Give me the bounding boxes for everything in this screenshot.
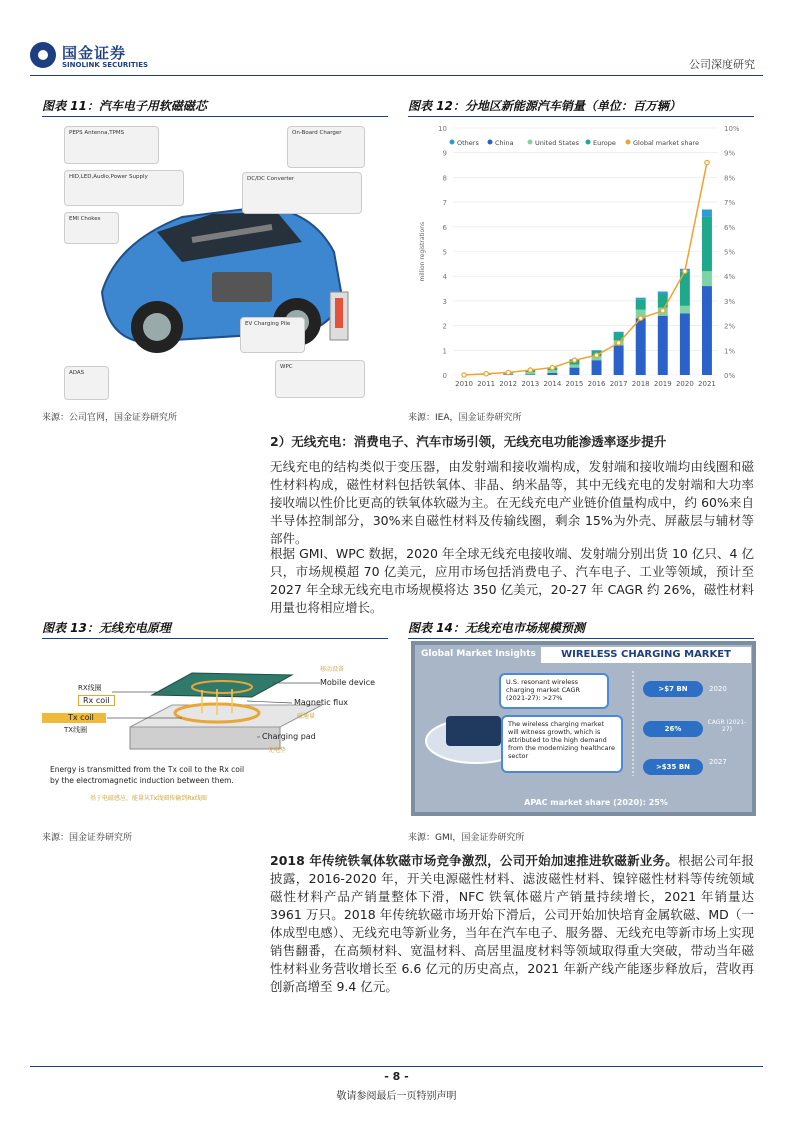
company-logo-icon [30, 42, 56, 68]
bar-china [680, 313, 690, 375]
page-number: - 8 - [384, 1070, 409, 1083]
y2-tick-label: 7% [724, 199, 736, 208]
x-tick-label: 2017 [609, 380, 628, 388]
x-tick-label: 2013 [521, 380, 540, 388]
bar-china [702, 286, 712, 375]
share-point [594, 353, 598, 357]
legend-label: Europe [593, 139, 616, 147]
fig13-caption-cn: 基于电磁感应，能量从Tx线圈传输到Rx线圈 [90, 795, 207, 802]
company-name-en: SINOLINK SECURITIES [62, 61, 149, 69]
fig14-infographic [411, 641, 756, 816]
y2-tick-label: 5% [724, 248, 736, 257]
fig12-source: 来源：IEA，国金证券研究所 [408, 413, 522, 423]
bar-europe [702, 217, 712, 271]
fig11-car-illustration [62, 122, 367, 402]
share-point [462, 373, 466, 377]
fig14-banner: WIRELESS CHARGING MARKET [541, 647, 751, 663]
x-tick-label: 2018 [631, 380, 650, 388]
bar-china [592, 360, 602, 375]
y2-tick-label: 4% [724, 273, 736, 282]
fig11-label-evpile: EV Charging Pile [240, 317, 305, 353]
legend-swatch [488, 140, 493, 145]
fig14-brand: Global Market Insights [421, 649, 536, 659]
y-tick-label: 0 [442, 372, 447, 380]
bar-others [592, 350, 602, 351]
y-axis-label: million registrations [419, 221, 426, 282]
fig12-chart [408, 120, 754, 392]
bar-china [569, 368, 579, 375]
fig14-apac: APAC market share (2020): 25% [524, 798, 668, 807]
bar-others [702, 210, 712, 217]
share-point [616, 341, 620, 345]
y2-tick-label: 9% [724, 149, 736, 158]
fig14-year-2027: 2027 [709, 758, 727, 766]
y2-tick-label: 10% [724, 125, 740, 133]
bar-others [636, 298, 646, 300]
fig14-value-2020: >$7 BN [643, 681, 703, 697]
y-tick-label: 10 [438, 125, 447, 133]
fig13-caption2: by the electromagnetic induction between them. [50, 776, 234, 785]
y-tick-label: 8 [442, 174, 447, 183]
fig11-label-obc: On-Board Charger [287, 126, 365, 168]
share-point [683, 269, 687, 273]
section2-paragraph2: 根据 GMI、WPC 数据，2020 年全球无线充电接收端、发射端分别出货 10 亿只、4 亿只，市场规模超 70 亿美元，应用市场包括消费电子、汽车电子、工业等领域，预计至 2027 年全球无线充电市场规模将达 350 亿美元，20-27 年 CAGR 约 26%，磁性材料用量也将相应增长。 [270, 546, 754, 615]
x-tick-label: 2012 [499, 380, 518, 388]
y-tick-label: 7 [442, 199, 447, 208]
fig13-mobile-cn: 移动设备 [320, 666, 345, 673]
document-type: 公司深度研究 [689, 58, 755, 71]
fig11-label-emi: EMI Chokes [64, 212, 119, 244]
section3-body: 根据公司年报披露，2016-2020 年，开关电源磁性材料、滤波磁性材料、镍锌磁性材料等传统领域磁性材料产品产销量整体下滑，NFC 铁氧体磁片产销量持续增长，2021 年销量达 3961 万只。2018 年传统软磁市场开始下滑后，公司开始加快培育金属软磁、MD（一体成型电感）、无线充电等新业务，当年在汽车电子、服务器、无线充电等新市场上实现销售翻番，在高频材料、宽温材料、高居里温度材料等领域取得重大突破，带动当年磁性材料业务营收增长至 6.6 亿元的历史高点，2021 年新产线产能逐步释放后，营收再创新高增至 9.4 亿元。 [270, 853, 754, 994]
legend-label: United States [535, 139, 580, 147]
y-tick-label: 1 [442, 347, 447, 356]
fig13-flux-cn: 磁通量 [297, 713, 316, 720]
y2-tick-label: 1% [724, 347, 736, 356]
fig14-title: 图表 14：无线充电市场规模预测 [408, 617, 754, 639]
x-tick-label: 2011 [477, 380, 496, 388]
y-tick-label: 9 [442, 149, 447, 158]
bar-united-states [547, 370, 557, 373]
bar-united-states [569, 365, 579, 368]
y-tick-label: 5 [442, 248, 447, 257]
fig14-bubble-us: U.S. resonant wireless charging market CAGR (2021-27): >27% [499, 673, 609, 709]
y2-tick-label: 3% [724, 297, 736, 306]
footer-disclaimer: 敬请参阅最后一页特别声明 [336, 1091, 457, 1102]
share-point [484, 372, 488, 376]
y-tick-label: 3 [442, 297, 447, 306]
company-name-cn: 国金证券 [62, 44, 127, 62]
bar-others [658, 292, 668, 294]
y2-tick-label: 6% [724, 223, 736, 232]
y-tick-label: 6 [442, 223, 447, 232]
section2-paragraph1: 无线充电的结构类似于变压器，由发射端和接收端构成，发射端和接收端均由线圈和磁性材料构成，磁性材料包括铁氧体、非晶、纳米晶等，其中无线充电的发射端和大功率接收端以性价比更高的铁氧体软磁为主。在无线充电产业链价值量构成中，约 60%来自半导体控制部分，30%来自磁性材料及传输线圈，剩余 15%为外壳、屏蔽层与辅材等部件。 [270, 459, 754, 546]
x-tick-label: 2021 [698, 380, 716, 388]
legend-swatch [450, 140, 455, 145]
share-point [506, 370, 510, 374]
x-tick-label: 2015 [565, 380, 584, 388]
legend-label: China [495, 139, 514, 147]
legend-label: Global market share [633, 139, 699, 147]
x-tick-label: 2019 [653, 380, 672, 388]
section2-heading: 2）无线充电：消费电子、汽车市场引领，无线充电功能渗透率逐步提升 [270, 434, 667, 449]
fig13-tx-coil: Tx coil [64, 713, 98, 722]
bar-china [614, 345, 624, 375]
fig13-tx-cn: TX线圈 [64, 726, 88, 734]
fig13-source: 来源：国金证券研究所 [42, 833, 133, 843]
share-point [550, 365, 554, 369]
share-point [661, 309, 665, 313]
section3-paragraph [270, 852, 754, 996]
fig14-bubble-healthcare: The wireless charging market will witness growth, which is attributed to the high demand from the modernizing healthcare sector [501, 715, 623, 773]
x-tick-label: 2020 [675, 380, 694, 388]
fig11-label-hid: HID,LED,Audio,Power Supply [64, 170, 184, 206]
fig13-title: 图表 13：无线充电原理 [42, 617, 388, 639]
x-tick-label: 2014 [543, 380, 562, 388]
fig13-pad-cn: 充电垫 [268, 747, 287, 754]
fig13-rx-cn: RX线圈 [78, 684, 102, 692]
fig13-flux: Magnetic flux [294, 698, 349, 707]
fig11-label-peps: PEPS Antenna,TPMS [64, 126, 159, 164]
footer-divider [30, 1066, 763, 1067]
fig12-title: 图表 12：分地区新能源汽车销量（单位：百万辆） [408, 95, 754, 117]
y-tick-label: 2 [442, 322, 447, 331]
page-header [30, 40, 763, 76]
bar-united-states [680, 306, 690, 313]
legend-swatch [528, 140, 533, 145]
fig14-source: 来源：GMI，国金证券研究所 [408, 833, 525, 843]
fig13-mobile: Mobile device [320, 678, 376, 687]
fig13-caption1: Energy is transmitted from the Tx coil to the Rx coil [50, 765, 245, 774]
share-point [705, 160, 709, 164]
bar-united-states [702, 271, 712, 286]
y-tick-label: 4 [442, 273, 447, 282]
share-line [464, 163, 707, 375]
fig11-source: 来源：公司官网，国金证券研究所 [42, 413, 178, 423]
y2-tick-label: 0% [724, 372, 736, 380]
fig11-label-wpc: WPC [275, 360, 365, 398]
bar-others [614, 332, 624, 333]
share-point [639, 316, 643, 320]
x-tick-label: 2016 [587, 380, 606, 388]
legend-swatch [626, 140, 631, 145]
x-tick-label: 2010 [455, 380, 473, 388]
bar-china [636, 318, 646, 375]
fig14-cagr: 26% [643, 721, 703, 737]
y2-tick-label: 2% [724, 322, 736, 331]
fig11-label-adas: ADAS [64, 366, 109, 400]
fig14-cagr-label: CAGR (2021-27) [707, 719, 747, 733]
bar-china [547, 373, 557, 375]
legend-swatch [586, 140, 591, 145]
bar-china [658, 316, 668, 375]
fig11-label-dcdc: DC/DC Converter [242, 172, 362, 214]
fig14-value-2027: >$35 BN [643, 759, 703, 775]
fig13-rx-coil: Rx coil [78, 695, 115, 706]
bar-europe [636, 300, 646, 310]
share-point [528, 368, 532, 372]
fig11-title: 图表 11：汽车电子用软磁磁芯 [42, 95, 388, 117]
fig14-year-2020: 2020 [709, 685, 727, 693]
y2-tick-label: 8% [724, 174, 736, 183]
fig13-diagram [42, 645, 388, 820]
legend-label: Others [457, 139, 479, 147]
fig13-pad: Charging pad [262, 732, 316, 741]
section3-lead: 2018 年传统铁氧体软磁市场竞争激烈，公司开始加速推进软磁新业务。 [270, 853, 678, 868]
ev-sales-chart [408, 120, 754, 392]
share-point [572, 358, 576, 362]
